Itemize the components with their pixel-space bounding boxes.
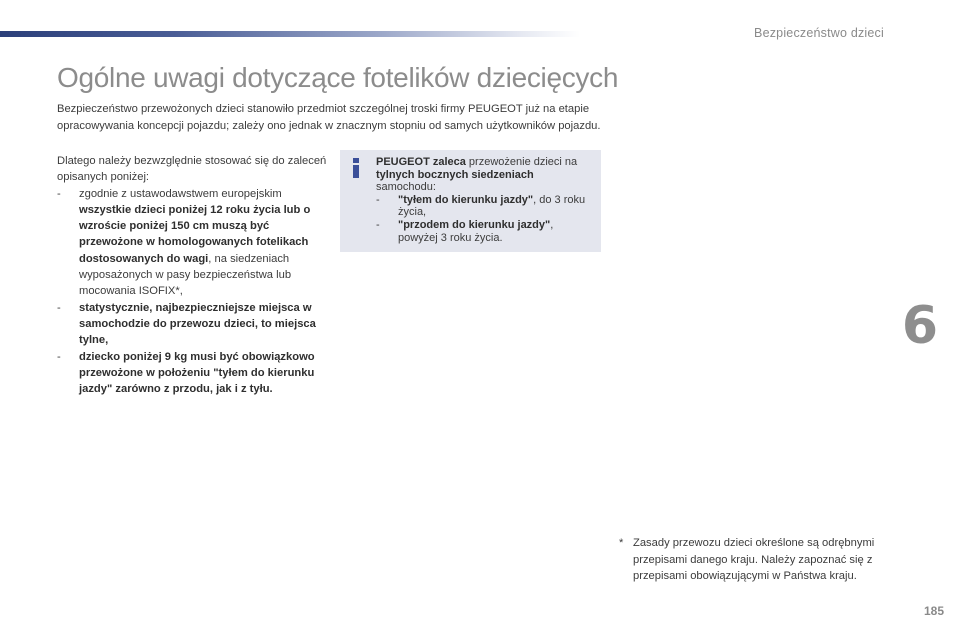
list-item xyxy=(376,194,591,219)
recommendations-lead: Dlatego należy bezwzględnie stosować się do zaleceń opisanych poniżej: xyxy=(57,155,327,184)
intro-paragraph: Bezpieczeństwo przewożonych dzieci stanowiło przedmiot szczególnej troski firmy PEUGEOT już na etapie opracowywania koncepcji pojazdu; zależy ono jednak w znacznym stopniu od samych użytkowników pojazdu. xyxy=(57,103,601,132)
info-box xyxy=(340,150,601,252)
chapter-number: 6 xyxy=(901,296,938,356)
page-number: 185 xyxy=(923,604,944,618)
info-box-intro xyxy=(376,156,591,194)
info-list xyxy=(376,194,591,244)
section-title: Bezpieczeństwo dzieci xyxy=(754,26,884,40)
info-brand: PEUGEOT zaleca xyxy=(376,156,466,168)
list-item-prefix: zgodnie z ustawodawstwem europejskim xyxy=(79,187,282,200)
recommendations-column xyxy=(57,153,327,397)
info-icon xyxy=(352,158,360,178)
list-item xyxy=(376,219,591,244)
list-item-text: , do 3 roku życia, xyxy=(398,193,586,219)
list-item-text: , powyżej 3 roku życia. xyxy=(398,218,554,244)
list-dash: - xyxy=(376,218,380,231)
info-text: przewożenie dzieci na xyxy=(465,156,578,168)
header-decorative-bar xyxy=(0,31,580,37)
list-item xyxy=(57,349,327,398)
footnote-marker: * xyxy=(619,537,624,549)
recommendations-list xyxy=(57,186,327,398)
list-dash: - xyxy=(376,193,380,206)
list-item-bold: "tyłem do kierunku jazdy" xyxy=(398,193,534,206)
list-item xyxy=(57,186,327,300)
list-item-suffix: , na siedzeniach wyposażonych w pasy bezpieczeństwa lub mocowania ISOFIX*, xyxy=(79,252,292,298)
list-item xyxy=(57,300,327,349)
list-item-bold: "przodem do kierunku jazdy" xyxy=(398,218,551,231)
list-item-bold: statystycznie, najbezpieczniejsze miejsca w samochodzie do przewozu dzieci, to miejsca tylne, xyxy=(79,301,316,347)
list-dash: - xyxy=(57,187,61,200)
info-bold: tylnych bocznych siedzeniach xyxy=(376,168,534,181)
footnote-text: Zasady przewozu dzieci określone są odrębnymi przepisami danego kraju. Należy zapoznać się z przepisami obowiązującymi w Państwa kraju. xyxy=(633,537,875,582)
list-dash: - xyxy=(57,350,61,363)
list-dash: - xyxy=(57,301,61,314)
page-title: Ogólne uwagi dotyczące fotelików dziecięcych xyxy=(57,62,619,93)
info-text: samochodu: xyxy=(376,181,436,194)
list-item-bold: wszystkie dzieci poniżej 12 roku życia lub o wzroście poniżej 150 cm muszą być przewożone w homologowanych fotelikach dostosowanych do wagi xyxy=(79,203,311,265)
footnote xyxy=(619,535,894,585)
list-item-bold: dziecko poniżej 9 kg musi być obowiązkowo przewożone w położeniu "tyłem do kierunku jazdy" zarówno z przodu, jak i z tyłu. xyxy=(79,350,315,396)
